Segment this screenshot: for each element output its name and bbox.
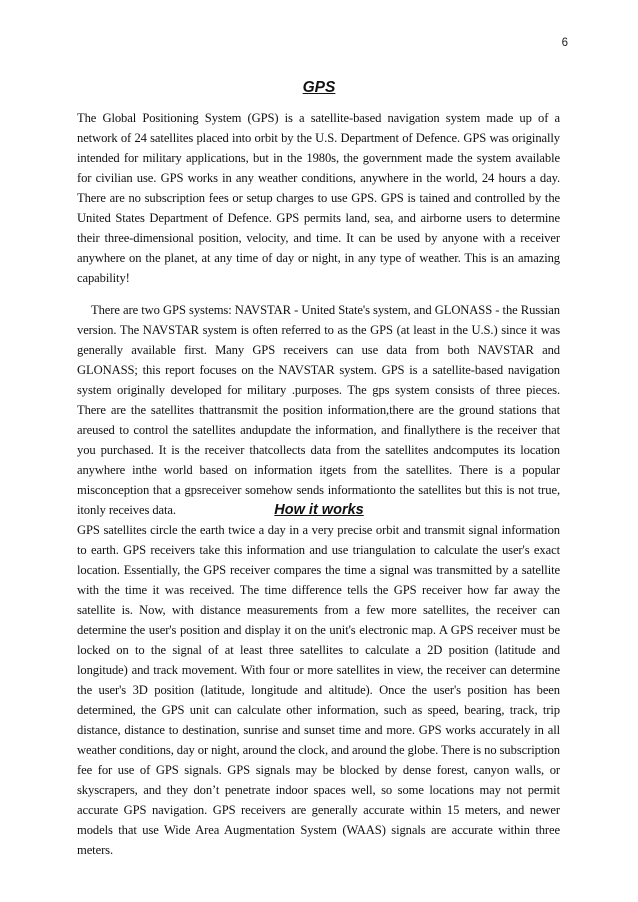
intro-paragraph: The Global Positioning System (GPS) is a satellite-based navigation system made up of a network of 24 satellites placed into orbit by the U.S. Department of Defence. GPS was originally intended for military applications, but in the 1980s, the government made the system available for civilian use. GPS works in any weather conditions, anywhere in the world, 24 hours a day. There are no subscription fees or setup charges to use GPS. GPS is tained and controlled by the United States Department of Defence. GPS permits land, sea, and airborne users to determine their three-dimensional position, velocity, and time. It can be used by anyone with a receiver anywhere on the planet, at any time of day or night, in any type of weather. This is an amazing capability!	[77, 111, 560, 285]
how-it-works-paragraph: GPS satellites circle the earth twice a day in a very precise orbit and transmit signal information to earth. GPS receivers take this information and use triangulation to calculate the user's exact location. Essentially, the GPS receiver compares the time a signal was transmitted by a satellite with the time it was received. The time difference tells the GPS receiver how far away the satellite is. Now, with distance measurements from a few more satellites, the receiver can determine the user's position and display it on the unit's electronic map. A GPS receiver must be locked on to the signal of at least three satellites to calculate a 2D position (latitude and longitude) and track movement. With four or more satellites in view, the receiver can determine the user's 3D position (latitude, longitude and altitude). Once the user's position has been determined, the GPS unit can calculate other information, such as speed, bearing, track, trip distance, distance to destination, sunrise and sunset time and more. GPS works accurately in all weather conditions, day or night, around the clock, and around the globe. There is no subscription fee for use of GPS signals. GPS signals may be blocked by dense forest, canyon walls, or skyscrapers, and they don’t penetrate indoor spaces well, so some locations may not permit accurate GPS navigation. GPS receivers are generally accurate within 15 meters, and newer models that use Wide Area Augmentation System (WAAS) signals are accurate within three meters.	[77, 523, 560, 857]
page-title: GPS	[302, 79, 336, 96]
systems-paragraph: There are two GPS systems: NAVSTAR - United State's system, and GLONASS - the Russian version. The NAVSTAR system is often referred to as the GPS (at least in the U.S.) since it was generally available first. Many GPS receivers can use data from both NAVSTAR and GLONASS; this report focuses on the NAVSTAR system. GPS is a satellite-based navigation system originally developed for military .purposes. The gps system consists of three pieces. There are the satellites thattransmit the position information,there are the ground stations that areused to control the satellites andupdate the information, and finallythere is the receiver that you purchased. It is the receiver thatcollects data from the satellites andcomputes its location anywhere inthe world based on information itgets from the satellites. There is a popular misconception that a gpsreceiver somehow sends informationto the satellites but this is not true, itonly receives data.	[77, 303, 560, 517]
page-number: 6	[561, 37, 568, 49]
section-heading: How it works	[274, 502, 364, 518]
